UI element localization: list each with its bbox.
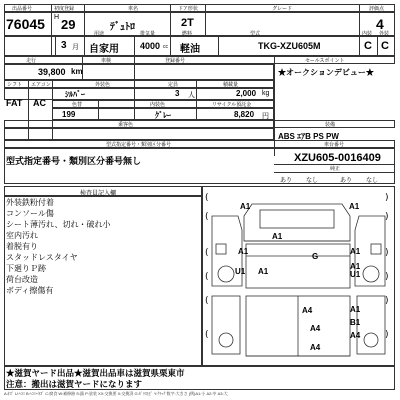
chassis-type-label: 型式指定番号・類別区分番号 bbox=[106, 142, 172, 148]
bracket-right-2: ) bbox=[385, 212, 389, 222]
truck-diagram bbox=[202, 186, 395, 366]
recycle-label: リサイクル預託金 bbox=[212, 102, 252, 108]
bracket-right-4: ) bbox=[385, 272, 389, 282]
model-name: ﾃﾞｭﾄﾛ bbox=[110, 22, 135, 33]
bracket-left-4: ( bbox=[205, 272, 209, 282]
cc-label: 排気量 bbox=[140, 31, 156, 37]
usage-label: 用途 bbox=[94, 31, 105, 37]
month-unit: 月 bbox=[72, 44, 79, 51]
int-value: C bbox=[364, 40, 372, 52]
equip-value: ABS ｴｱB PS PW bbox=[278, 132, 339, 141]
load-label: 積載量 bbox=[223, 82, 239, 88]
first-reg-label: 初度登録 bbox=[54, 6, 75, 12]
note-6: スタッドレスタイヤ bbox=[6, 253, 78, 262]
bracket-left-6: ( bbox=[205, 330, 209, 340]
door-label: ドア形状 bbox=[178, 6, 198, 12]
first-reg-year: 29 bbox=[61, 17, 76, 32]
usage-value: 自家用 bbox=[89, 44, 119, 55]
option-3: あり bbox=[340, 178, 353, 184]
option-2: なし bbox=[306, 178, 319, 184]
frame-label: 車台番号 bbox=[324, 142, 345, 148]
ac-value: AC bbox=[33, 98, 46, 108]
mileage-value: 39,800 bbox=[38, 67, 66, 77]
color-label: 外装色 bbox=[95, 82, 111, 88]
intcolor-value: ｸﾞﾚｰ bbox=[155, 111, 171, 120]
note-4: 室内汚れ bbox=[6, 231, 38, 240]
note-7: 下廻りＰ跡 bbox=[6, 264, 46, 273]
bracket-left-3: ( bbox=[205, 248, 209, 258]
footer-line-2: 注意：搬出は滋賀ヤードになります bbox=[6, 379, 143, 389]
mileage-unit: km bbox=[71, 67, 83, 76]
score-value: 4 bbox=[376, 16, 384, 32]
note-2: コンソール傷 bbox=[6, 209, 54, 218]
damage-mark: A1 bbox=[350, 247, 361, 256]
recycle-unit: 円 bbox=[262, 113, 269, 120]
door-value: 2T bbox=[181, 17, 194, 29]
footer-line-1: ★滋賀ヤード出品★滋賀出品車は滋賀県栗東市 bbox=[6, 368, 185, 378]
colorno-label: 色替 bbox=[72, 102, 83, 108]
score-label: 評価点 bbox=[369, 6, 385, 12]
damage-mark: A4 bbox=[310, 343, 321, 352]
damage-mark: U1 bbox=[350, 270, 361, 279]
bracket-right-5: ) bbox=[385, 296, 389, 306]
damage-mark: A4 bbox=[310, 324, 321, 333]
note-9: ボディ擦傷有 bbox=[6, 286, 54, 295]
bracket-left-5: ( bbox=[205, 296, 209, 306]
damage-mark: A1 bbox=[349, 202, 360, 211]
recycle-value: 8,820 bbox=[234, 110, 255, 119]
model-label: 車名 bbox=[128, 6, 139, 12]
damage-legend: A:ｷｽﾞ U:ﾍｺﾐ B:ﾍｺﾐ+ｷｽﾞ C:腐食 W:補修跡 S:錆 P:塗装 XX:交換要 X:交換済 G:ｶﾞﾗｽﾋﾋﾞ Y:ｸﾗｯｸ 数字:大きさ (例)A1:小 A2:中 A3:大 bbox=[4, 391, 228, 396]
note-1: 外装鉄粉付着 bbox=[6, 198, 54, 207]
capacity-label: 定員 bbox=[168, 82, 179, 88]
type-label: 型式 bbox=[250, 31, 261, 37]
bracket-left-2: ( bbox=[205, 212, 209, 222]
load-unit: kg bbox=[262, 90, 270, 97]
option-1: あり bbox=[280, 178, 293, 184]
equip-label: 装備 bbox=[325, 122, 336, 128]
intcolor-label: 内装色 bbox=[150, 102, 166, 108]
inspect-label: 車検 bbox=[101, 58, 112, 64]
inspection-title: 検査員記入欄 bbox=[80, 190, 117, 197]
note-8: 荷台改造 bbox=[6, 275, 38, 284]
shift-value: FAT bbox=[6, 98, 23, 108]
reg-label: 登録番号 bbox=[165, 58, 186, 64]
row-5b-header bbox=[4, 120, 274, 128]
damage-mark: A1 bbox=[350, 305, 361, 314]
grade-label: グレード bbox=[272, 6, 293, 12]
sales-point: ★オークションデビュー★ bbox=[278, 68, 374, 77]
mileage-label: 走行 bbox=[26, 58, 37, 64]
note-3: シート薄汚れ、切れ・破れ小 bbox=[6, 220, 111, 229]
damage-mark: A4 bbox=[350, 331, 361, 340]
damage-mark: A1 bbox=[238, 247, 249, 256]
era: H bbox=[54, 14, 60, 21]
damage-mark: A1 bbox=[272, 232, 283, 241]
bracket-right-1: ) bbox=[385, 193, 389, 203]
option-4: なし bbox=[366, 178, 379, 184]
int-label: 内装 bbox=[362, 31, 373, 37]
type-value: TKG-XZU605M bbox=[258, 41, 321, 51]
damage-mark: A4 bbox=[302, 306, 313, 315]
row-5b bbox=[4, 128, 274, 140]
lot-label: 出品番号 bbox=[12, 6, 33, 12]
damage-mark: B1 bbox=[350, 318, 361, 327]
color-value: ｼﾙﾊﾞｰ bbox=[65, 90, 85, 99]
capacity-unit: 人 bbox=[188, 92, 195, 99]
colorno-value: 199 bbox=[62, 110, 76, 119]
sales-point-label: セールスポイント bbox=[305, 58, 345, 64]
ext-label: 外装 bbox=[379, 31, 390, 37]
ac-label: エアコン bbox=[31, 82, 51, 88]
load-value: 2,000 bbox=[236, 89, 257, 98]
first-reg-month: 3 bbox=[61, 40, 67, 51]
ext-value: C bbox=[381, 40, 389, 52]
capacity-value: 3 bbox=[175, 89, 180, 98]
fuel-value: 軽油 bbox=[180, 44, 200, 55]
bracket-right-3: ) bbox=[385, 248, 389, 258]
seal-label: 乗客色 bbox=[118, 122, 134, 128]
damage-mark: A1 bbox=[258, 267, 269, 276]
change-label: 純正 bbox=[330, 166, 341, 172]
shift-label: シフト bbox=[7, 82, 23, 88]
lot-number: 76045 bbox=[6, 16, 45, 32]
chassis-type-value: 型式指定番号・類別区分番号無し bbox=[6, 156, 142, 166]
bracket-right-6: ) bbox=[385, 330, 389, 340]
inspection-notes bbox=[6, 197, 110, 296]
frame-value: XZU605-0016409 bbox=[294, 152, 381, 164]
damage-mark: A1 bbox=[350, 262, 361, 271]
cc-unit: cc bbox=[163, 44, 168, 50]
fuel-label: 燃料 bbox=[182, 31, 193, 37]
damage-mark: G bbox=[312, 252, 319, 261]
damage-mark: A1 bbox=[240, 202, 251, 211]
bracket-left-1: ( bbox=[205, 193, 209, 203]
note-5: 着脱有り bbox=[6, 242, 38, 251]
cc-value: 4000 bbox=[140, 41, 161, 51]
damage-mark: U1 bbox=[235, 267, 246, 276]
